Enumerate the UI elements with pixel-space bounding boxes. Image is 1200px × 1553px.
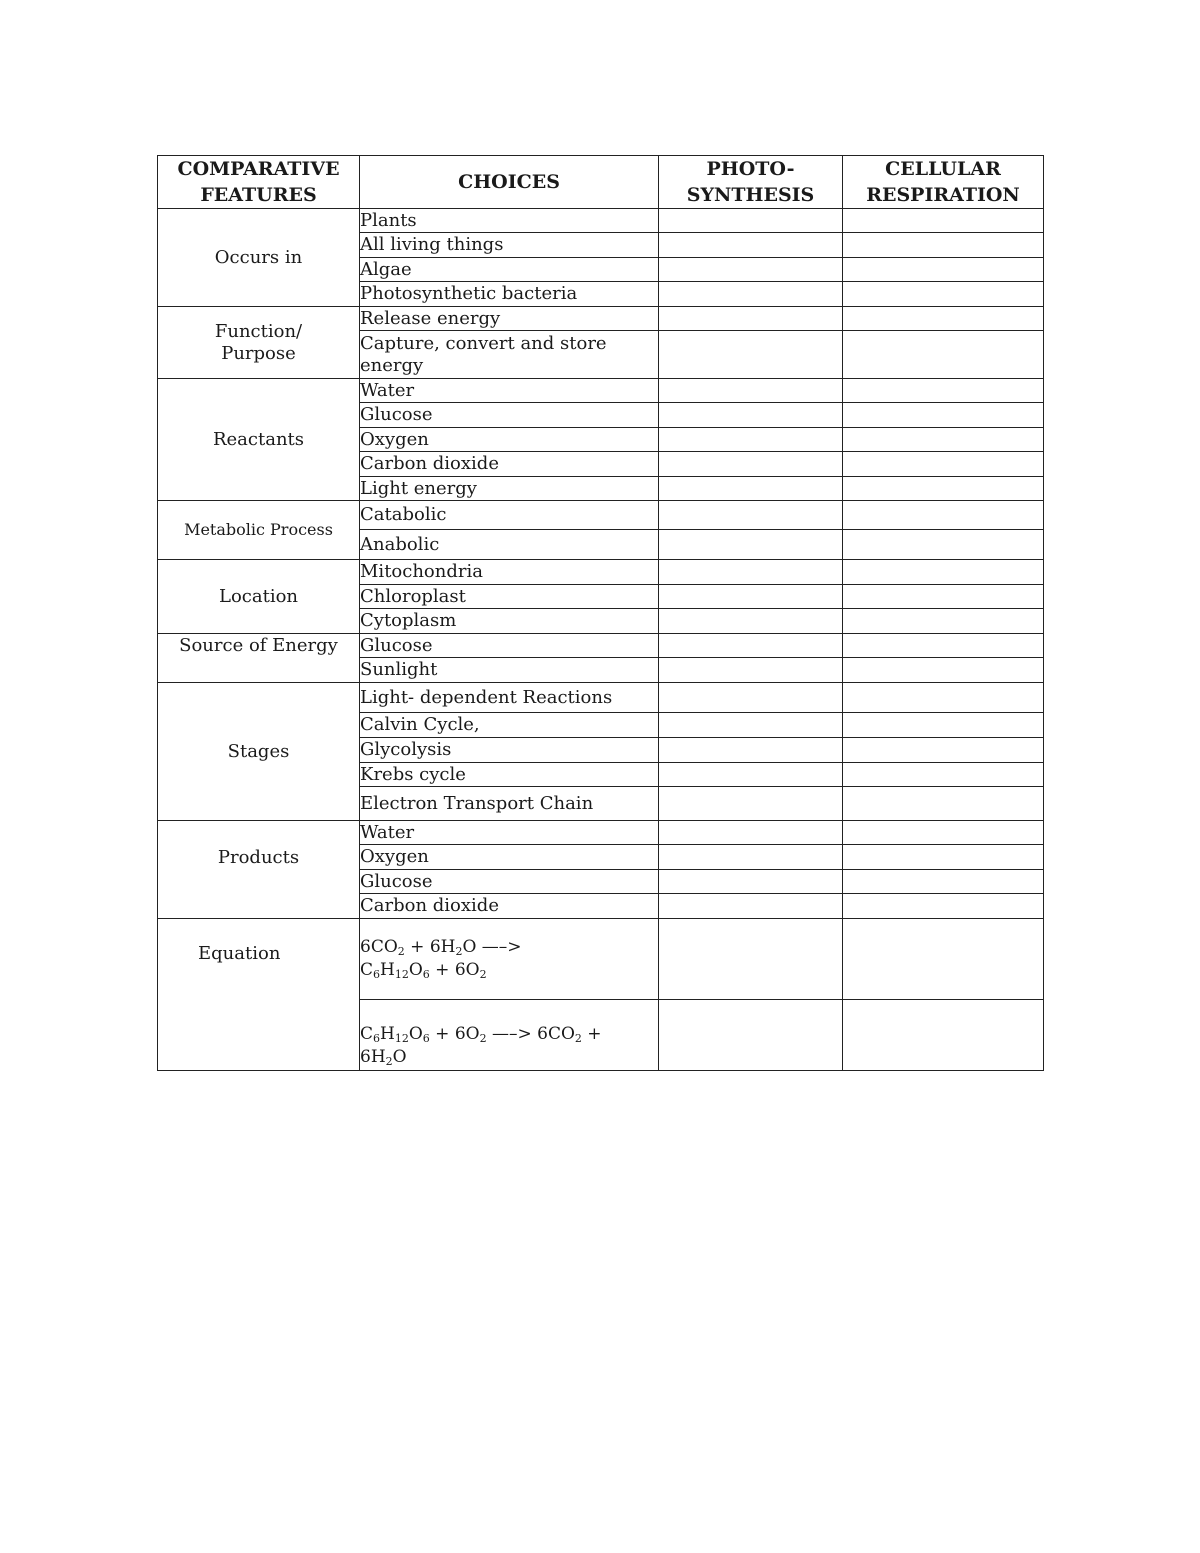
respiration-answer-cell[interactable] [843, 560, 1044, 585]
photosynthesis-answer-cell[interactable] [659, 763, 843, 787]
respiration-answer-cell[interactable] [843, 1000, 1044, 1071]
choice-cell: Electron Transport Chain [360, 787, 659, 821]
choice-cell: Glucose [360, 634, 659, 658]
respiration-answer-cell[interactable] [843, 609, 1044, 634]
choice-cell: Glucose [360, 870, 659, 894]
photosynthesis-answer-cell[interactable] [659, 209, 843, 233]
choice-cell: Catabolic [360, 501, 659, 530]
photosynthesis-answer-cell[interactable] [659, 683, 843, 713]
feature-metabolic-process: Metabolic Process [158, 501, 360, 560]
choice-cell: Carbon dioxide [360, 452, 659, 477]
respiration-answer-cell[interactable] [843, 452, 1044, 477]
photosynthesis-answer-cell[interactable] [659, 452, 843, 477]
header-choices: CHOICES [360, 156, 659, 209]
choice-cell: All living things [360, 233, 659, 258]
photosynthesis-answer-cell[interactable] [659, 609, 843, 634]
photosynthesis-answer-cell[interactable] [659, 530, 843, 560]
photosynthesis-answer-cell[interactable] [659, 331, 843, 379]
respiration-answer-cell[interactable] [843, 634, 1044, 658]
feature-equation: Equation [158, 919, 360, 1071]
photosynthesis-answer-cell[interactable] [659, 738, 843, 763]
photosynthesis-answer-cell[interactable] [659, 307, 843, 331]
respiration-answer-cell[interactable] [843, 282, 1044, 307]
respiration-answer-cell[interactable] [843, 585, 1044, 609]
feature-location: Location [158, 560, 360, 634]
respiration-answer-cell[interactable] [843, 658, 1044, 683]
equation-respiration-choice [360, 1000, 659, 1071]
respiration-answer-cell[interactable] [843, 428, 1044, 452]
photosynthesis-answer-cell[interactable] [659, 477, 843, 501]
respiration-answer-cell[interactable] [843, 379, 1044, 403]
photosynthesis-answer-cell[interactable] [659, 713, 843, 738]
photosynthesis-answer-cell[interactable] [659, 428, 843, 452]
photosynthesis-answer-cell[interactable] [659, 403, 843, 428]
respiration-answer-cell[interactable] [843, 713, 1044, 738]
photosynthesis-answer-cell[interactable] [659, 379, 843, 403]
photosynthesis-answer-cell[interactable] [659, 585, 843, 609]
respiration-answer-cell[interactable] [843, 477, 1044, 501]
respiration-answer-cell[interactable] [843, 501, 1044, 530]
choice-cell: Glycolysis [360, 738, 659, 763]
photosynthesis-answer-cell[interactable] [659, 894, 843, 919]
photosynthesis-answer-cell[interactable] [659, 501, 843, 530]
respiration-answer-cell[interactable] [843, 870, 1044, 894]
comparison-table [157, 155, 1044, 1071]
choice-cell: Light energy [360, 477, 659, 501]
respiration-answer-cell[interactable] [843, 919, 1044, 1000]
equation-line: $6H_2O$ [360, 1047, 407, 1068]
header-row [158, 156, 1044, 209]
equation-photosynthesis-choice [360, 919, 659, 1000]
choice-cell: Capture, convert and store energy [360, 331, 659, 379]
choice-cell: Water [360, 821, 659, 845]
feature-occurs-in: Occurs in [158, 209, 360, 307]
choice-cell: Krebs cycle [360, 763, 659, 787]
table-row [158, 560, 1044, 585]
choice-cell: Photosynthetic bacteria [360, 282, 659, 307]
equation-line: $6CO_2 + 6H_2O$ —–> [360, 937, 522, 958]
photosynthesis-answer-cell[interactable] [659, 634, 843, 658]
choice-cell: Algae [360, 258, 659, 282]
choice-cell: Oxygen [360, 428, 659, 452]
choice-cell: Glucose [360, 403, 659, 428]
choice-cell: Mitochondria [360, 560, 659, 585]
photosynthesis-answer-cell[interactable] [659, 560, 843, 585]
respiration-answer-cell[interactable] [843, 738, 1044, 763]
table-row [158, 379, 1044, 403]
choice-cell: Sunlight [360, 658, 659, 683]
photosynthesis-answer-cell[interactable] [659, 282, 843, 307]
photosynthesis-answer-cell[interactable] [659, 845, 843, 870]
choice-cell: Oxygen [360, 845, 659, 870]
respiration-answer-cell[interactable] [843, 821, 1044, 845]
choice-cell: Carbon dioxide [360, 894, 659, 919]
feature-source-of-energy: Source of Energy [158, 634, 360, 683]
photosynthesis-answer-cell[interactable] [659, 870, 843, 894]
choice-cell: Calvin Cycle, [360, 713, 659, 738]
photosynthesis-answer-cell[interactable] [659, 821, 843, 845]
respiration-answer-cell[interactable] [843, 403, 1044, 428]
table-row [158, 919, 1044, 1000]
equation-line: $C_6H_{12}O_6 + 6O_2$ [360, 960, 487, 981]
choice-cell: Cytoplasm [360, 609, 659, 634]
table-row [158, 683, 1044, 713]
respiration-answer-cell[interactable] [843, 530, 1044, 560]
respiration-answer-cell[interactable] [843, 894, 1044, 919]
header-cellular-respiration: CELLULAR RESPIRATION [843, 156, 1044, 209]
choice-cell: Light- dependent Reactions [360, 683, 659, 713]
table-row [158, 634, 1044, 658]
choice-cell: Anabolic [360, 530, 659, 560]
respiration-answer-cell[interactable] [843, 331, 1044, 379]
table-row [158, 821, 1044, 845]
table-row [158, 307, 1044, 331]
respiration-answer-cell[interactable] [843, 258, 1044, 282]
photosynthesis-answer-cell[interactable] [659, 1000, 843, 1071]
header-comparative-features: COMPARATIVE FEATURES [158, 156, 360, 209]
respiration-answer-cell[interactable] [843, 845, 1044, 870]
choice-cell: Water [360, 379, 659, 403]
feature-stages: Stages [158, 683, 360, 821]
respiration-answer-cell[interactable] [843, 787, 1044, 821]
respiration-answer-cell[interactable] [843, 209, 1044, 233]
photosynthesis-answer-cell[interactable] [659, 919, 843, 1000]
feature-function-purpose: Function/ Purpose [158, 307, 360, 379]
photosynthesis-answer-cell[interactable] [659, 658, 843, 683]
respiration-answer-cell[interactable] [843, 233, 1044, 258]
respiration-answer-cell[interactable] [843, 307, 1044, 331]
respiration-answer-cell[interactable] [843, 683, 1044, 713]
photosynthesis-answer-cell[interactable] [659, 787, 843, 821]
equation-line: $C_6H_{12}O_6 + 6O_2$ —–> $6CO_2$ + [360, 1024, 602, 1045]
choice-cell: Plants [360, 209, 659, 233]
respiration-answer-cell[interactable] [843, 763, 1044, 787]
choice-cell: Chloroplast [360, 585, 659, 609]
photosynthesis-answer-cell[interactable] [659, 233, 843, 258]
feature-products: Products [158, 821, 360, 919]
feature-reactants: Reactants [158, 379, 360, 501]
table-row [158, 501, 1044, 530]
choice-cell: Release energy [360, 307, 659, 331]
table-row [158, 209, 1044, 233]
photosynthesis-answer-cell[interactable] [659, 258, 843, 282]
header-photosynthesis: PHOTO- SYNTHESIS [659, 156, 843, 209]
